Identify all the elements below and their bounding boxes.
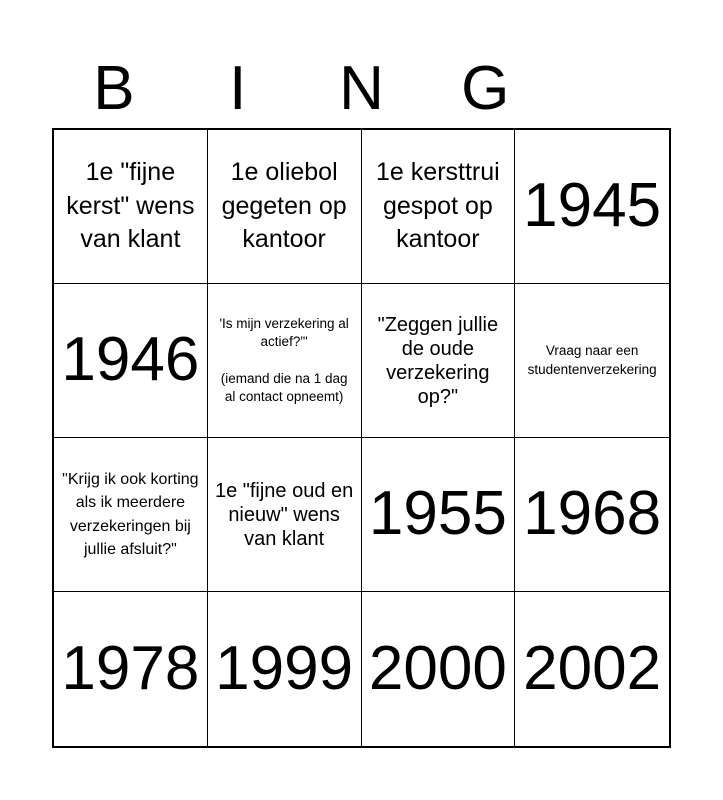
bingo-cell-r2-c4[interactable]: Vraag naar een studentenverzekering <box>515 284 669 438</box>
bingo-cell-r4-c2[interactable]: 1999 <box>208 592 362 746</box>
header-letter-g: G <box>461 54 510 123</box>
bingo-cell-r3-c3[interactable]: 1955 <box>362 438 516 592</box>
bingo-cell-r1-c1[interactable]: 1e "fijne kerst" wens van klant <box>54 130 208 284</box>
header-letter-n: N <box>339 54 384 123</box>
bingo-cell-r1-c4[interactable]: 1945 <box>515 130 669 284</box>
bingo-cell-r1-c3[interactable]: 1e kersttrui gespot op kantoor <box>362 130 516 284</box>
bingo-cell-r3-c1[interactable]: "Krijg ik ook korting als ik meerdere verzekeringen bij jullie afsluit?" <box>54 438 208 592</box>
bingo-cell-r4-c3[interactable]: 2000 <box>362 592 516 746</box>
bingo-cell-r1-c2[interactable]: 1e oliebol gegeten op kantoor <box>208 130 362 284</box>
header-letter-b: B <box>93 54 135 123</box>
bingo-cell-r3-c2[interactable]: 1e "fijne oud en nieuw" wens van klant <box>208 438 362 592</box>
bingo-cell-r4-c1[interactable]: 1978 <box>54 592 208 746</box>
bingo-header <box>52 50 671 128</box>
bingo-cell-r3-c4[interactable]: 1968 <box>515 438 669 592</box>
bingo-card <box>52 128 671 748</box>
bingo-cell-r2-c3[interactable]: "Zeggen jullie de oude verzekering op?" <box>362 284 516 438</box>
header-letter-i: I <box>229 54 247 123</box>
bingo-cell-r2-c1[interactable]: 1946 <box>54 284 208 438</box>
bingo-cell-r4-c4[interactable]: 2002 <box>523 633 662 703</box>
bingo-cell-r2-c2[interactable]: 'Is mijn verzekering al actief?'" (iemand die na 1 dag al contact opneemt) <box>208 284 362 438</box>
